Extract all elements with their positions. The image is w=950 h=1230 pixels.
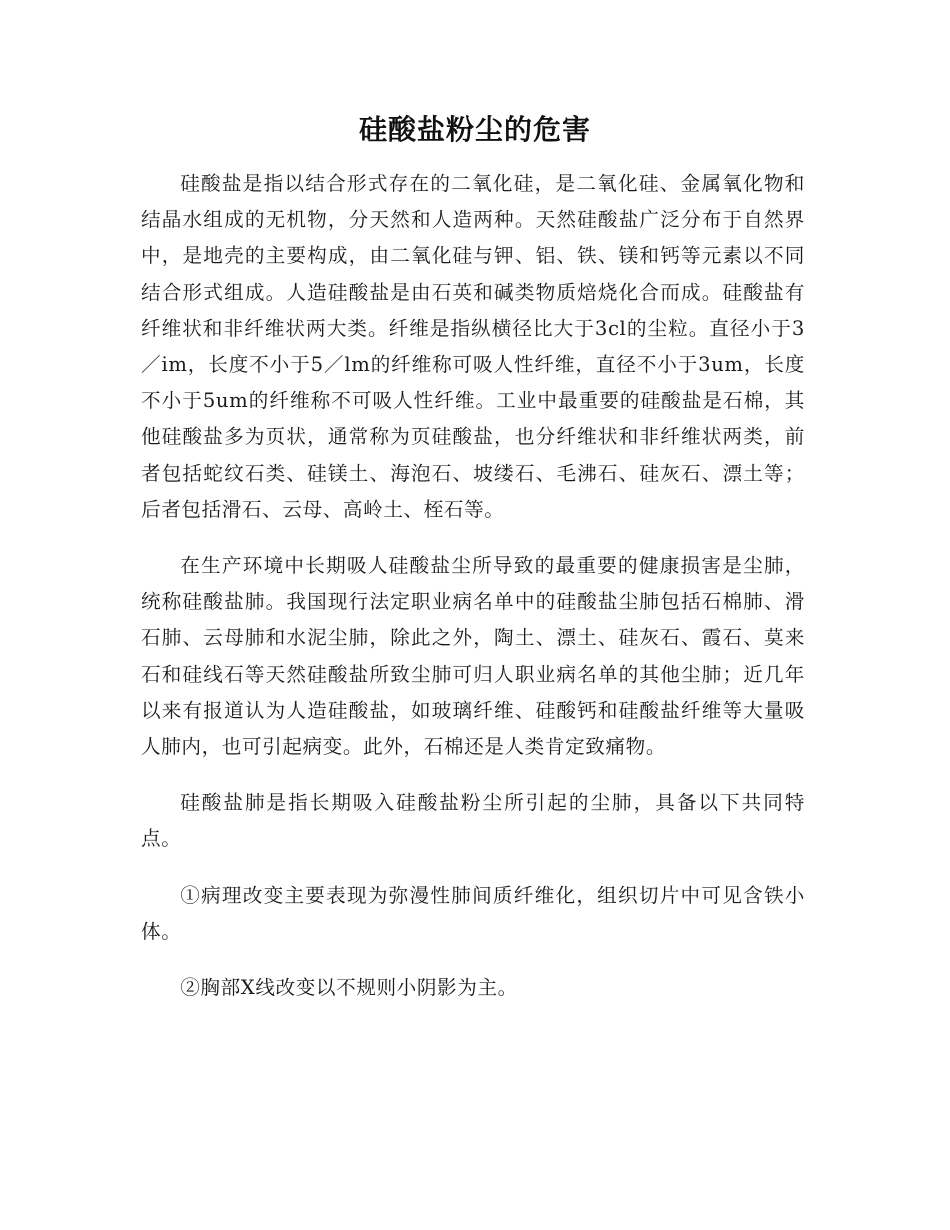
document-body (141, 166, 805, 1006)
paragraph-health-damage: 在生产环境中长期吸人硅酸盐尘所导致的最重要的健康损害是尘肺，统称硅酸盐肺。我国现行法定职业病名单中的硅酸盐尘肺包括石棉肺、滑石肺、云母肺和水泥尘肺，除此之外，陶土、漂土、硅灰石、霞石、莫来石和硅线石等天然硅酸盐所致尘肺可归人职业病名单的其他尘肺；近几年以来有报道认为人造硅酸盐，如玻璃纤维、硅酸钙和硅酸盐纤维等大量吸人肺内，也可引起病变。此外，石棉还是人类肯定致痛物。 (141, 554, 805, 759)
paragraph-silicate-definition: 硅酸盐是指以结合形式存在的二氧化硅，是二氧化硅、金属氧化物和结晶水组成的无机物，分天然和人造两种。天然硅酸盐广泛分布于自然界中，是地壳的主要构成，由二氧化硅与钾、铝、铁、镁和钙等元素以不同结合形式组成。人造硅酸盐是由石英和碱类物质焙烧化合而成。硅酸盐有纤维状和非纤维状两大类。纤维是指纵横径比大于3cl的尘粒。直径小于3／im，长度不小于5／lm的纤维称可吸人性纤维，直径不小于3um，长度不小于5um的纤维称不可吸人性纤维。工业中最重要的硅酸盐是石棉，其他硅酸盐多为页状，通常称为页硅酸盐，也分纤维状和非纤维状两类，前者包括蛇纹石类、硅镁土、海泡石、坡缕石、毛沸石、硅灰石、漂土等；后者包括滑石、云母、高岭土、桎石等。 (141, 172, 805, 521)
paragraph-feature-1: ①病理改变主要表现为弥漫性肺间质纤维化，组织切片中可见含铁小体。 (141, 883, 805, 943)
paragraph-feature-2: ②胸部X线改变以不规则小阴影为主。 (180, 976, 518, 1000)
paragraph-silicate-lung-intro: 硅酸盐肺是指长期吸入硅酸盐粉尘所引起的尘肺，具备以下共同特点。 (141, 791, 805, 851)
document-title: 硅酸盐粉尘的危害 (358, 113, 591, 146)
